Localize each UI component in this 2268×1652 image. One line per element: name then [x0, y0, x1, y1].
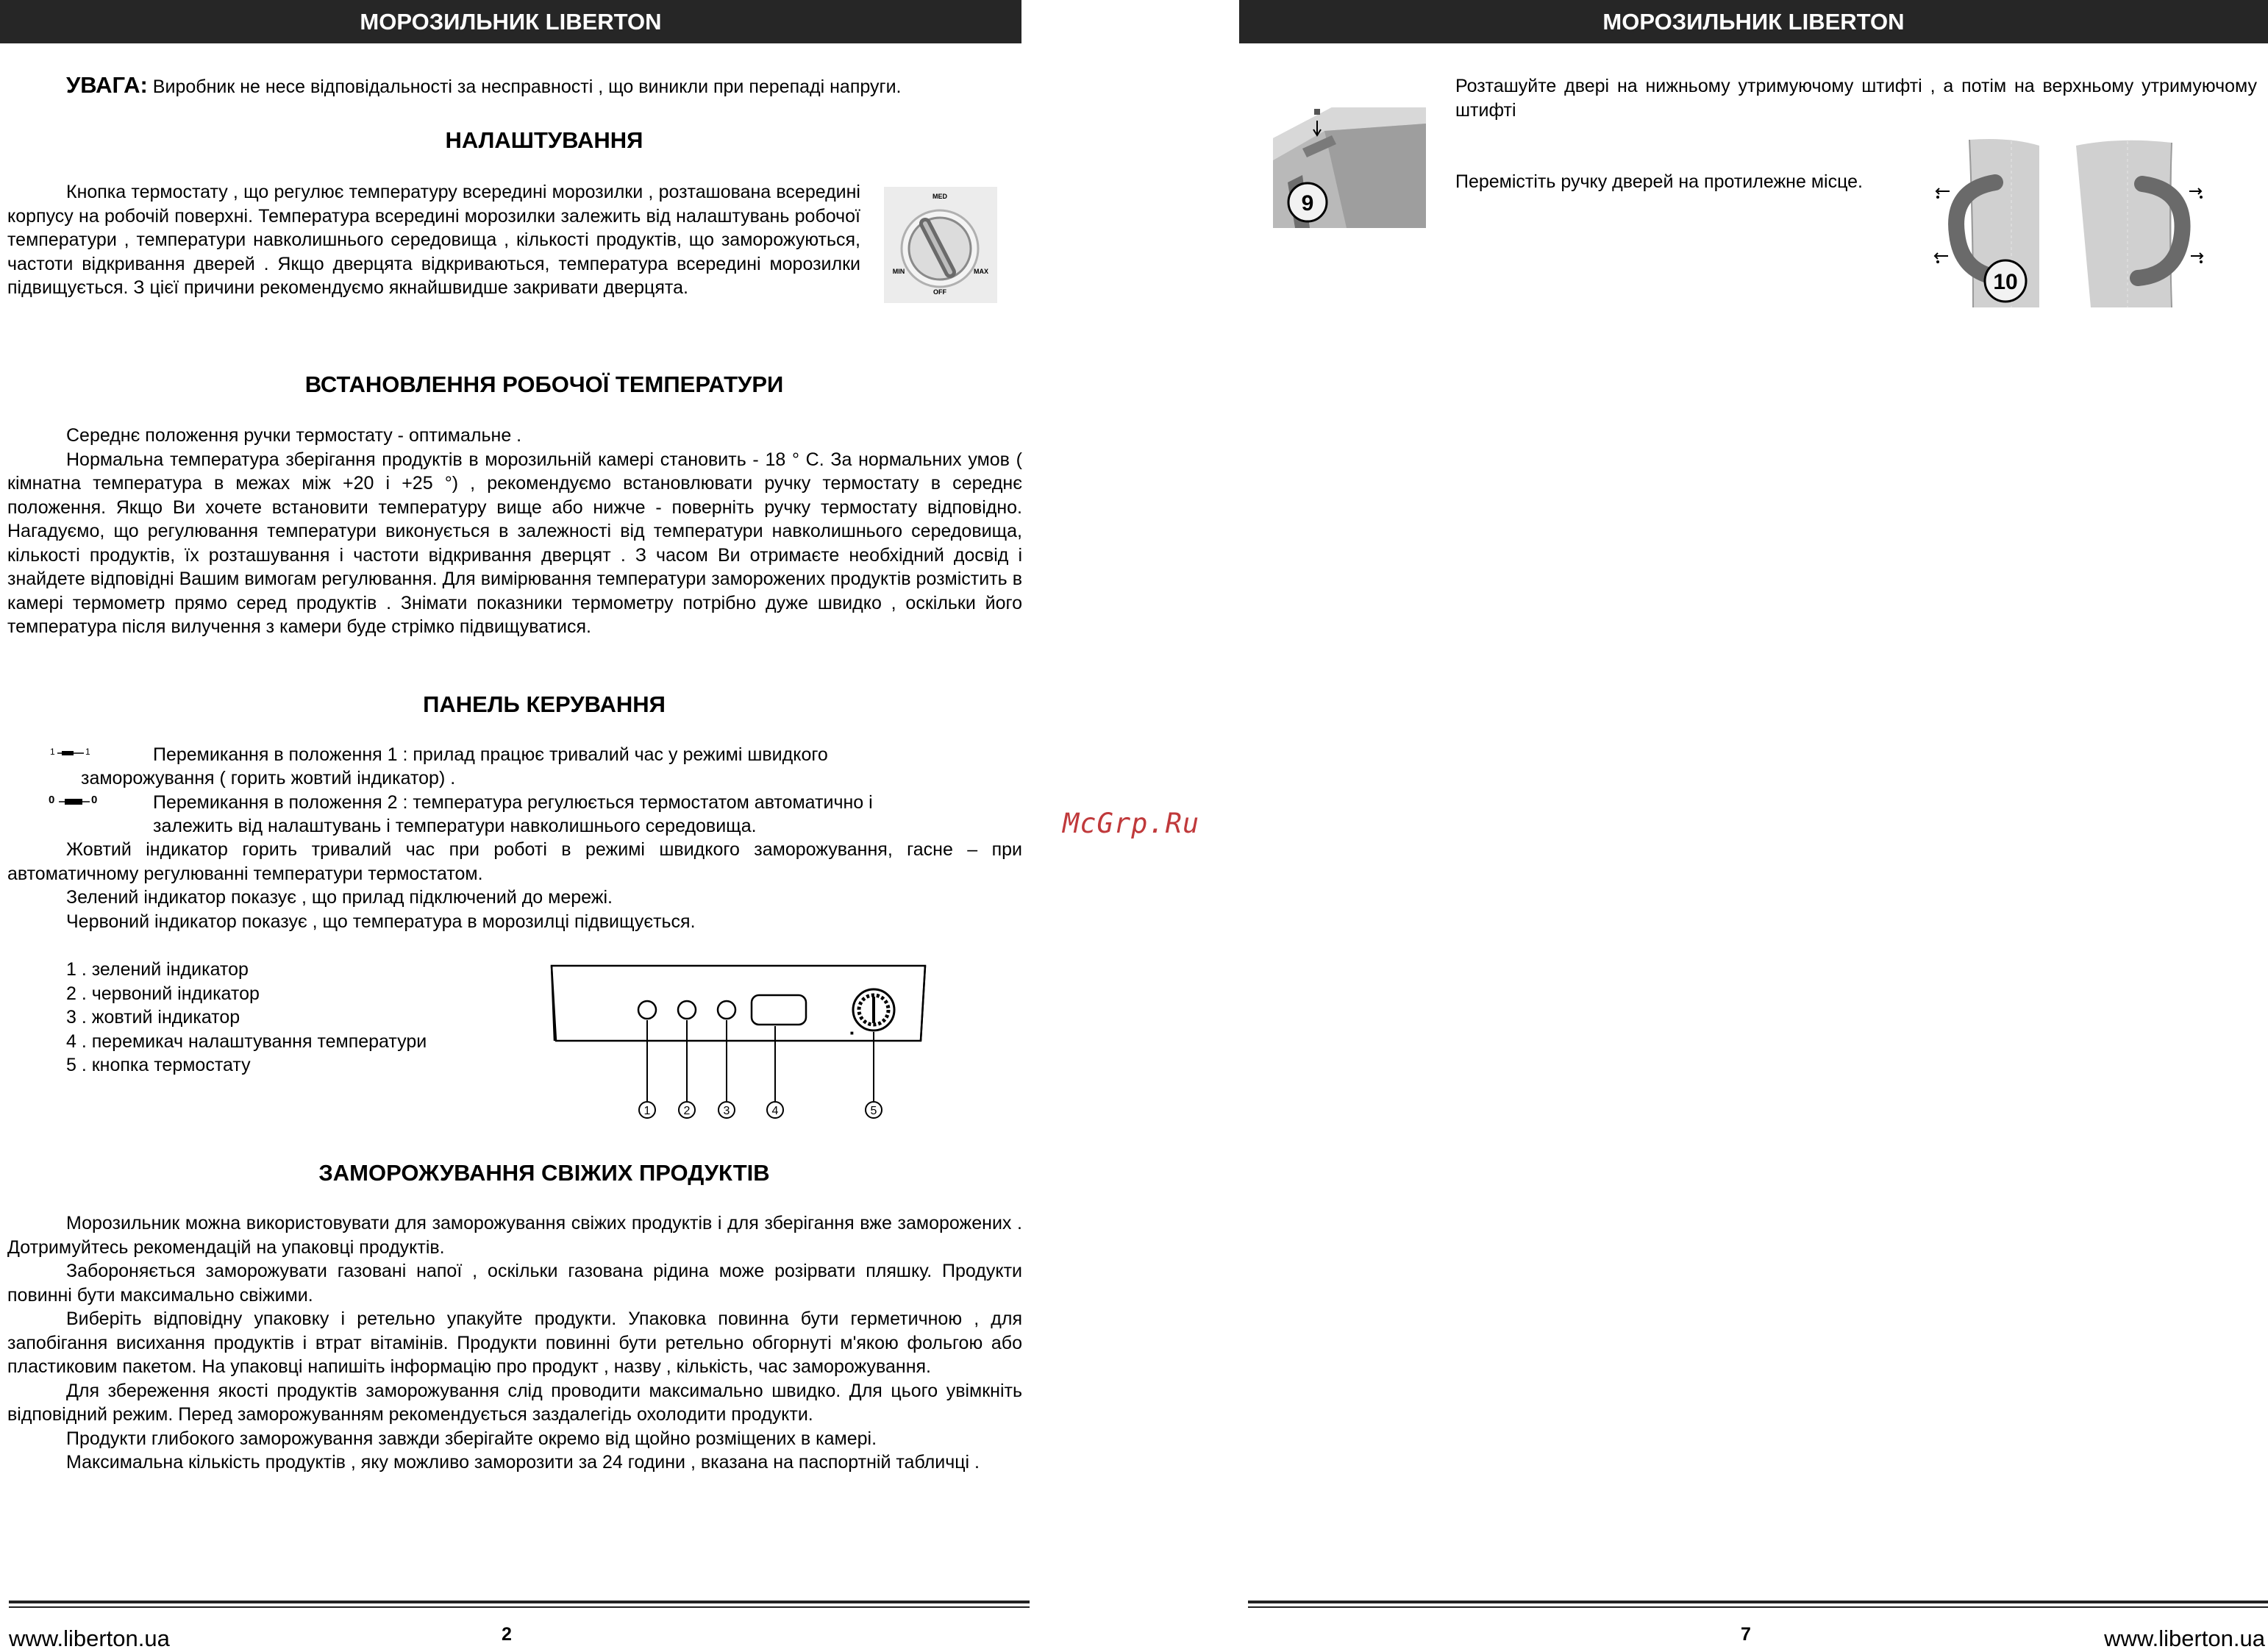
operating-temp-p1: Середнє положення ручки термостату - оптимальне .	[66, 425, 522, 446]
warning-label: УВАГА:	[66, 72, 148, 98]
switch1-line2: заморожування ( горить жовтий індикатор) .	[81, 768, 456, 788]
control-panel-title: ПАНЕЛЬ КЕРУВАННЯ	[423, 691, 666, 717]
green-indicator-text: Зелений індикатор показує , що прилад підключений до мережі.	[66, 887, 613, 908]
step-10-text: Перемістіть ручку дверей на протилежне місце.	[1455, 171, 1863, 192]
operating-temp-title: ВСТАНОВЛЕННЯ РОБОЧОЇ ТЕМПЕРАТУРИ	[304, 371, 784, 397]
dial-label-max: MAX	[974, 268, 988, 275]
legend-item: 2 . червоний індикатор	[66, 983, 260, 1004]
legend-item: 5 . кнопка термостату	[66, 1055, 251, 1075]
diagram-number: 2	[683, 1105, 691, 1117]
switch-position-2-icon	[49, 791, 107, 808]
panel-legend	[66, 958, 537, 1078]
step-9-text: Розташуйте двері на нижньому утримуючому штифті , а потім на верхньому утримуючому штифті	[1455, 76, 2257, 121]
page-header: МОРОЗИЛЬНИК LIBERTON	[1239, 0, 2268, 43]
right-page	[1239, 0, 2268, 1649]
footer-website: www.liberton.ua	[2104, 1626, 2265, 1651]
door-handle-image	[1929, 138, 2267, 307]
dial-label-min: MIN	[892, 268, 905, 275]
control-panel-diagram	[544, 960, 934, 1123]
switch-position-1-icon	[49, 744, 93, 761]
watermark: McGrp.Ru	[1063, 808, 1200, 839]
red-indicator-text: Червоний індикатор показує , що температура в морозилці підвищується.	[66, 911, 696, 932]
dial-label-med: MED	[932, 193, 947, 200]
footer-rule	[9, 1601, 1030, 1603]
freezing-p4: Для збереження якості продуктів заморожування слід проводити максимально швидко. Для цього увімкніть відповідний режим. Перед заморожуванням рекомендується заздалегідь охолодити продукти.	[7, 1380, 1022, 1425]
dial-mark: ■	[850, 1030, 854, 1036]
thermostat-dial-image	[884, 187, 997, 303]
legend-item: 4 . перемикач налаштування температури	[66, 1030, 427, 1052]
warning-note	[66, 74, 1022, 99]
operating-temp-p2: Нормальна температура зберігання продуктів в морозильній камері становить - 18 ° С. За нормальних умов ( кімнатна температура в межах між +20 і +25 °) , рекомендуємо встановлювати ручку термостату в середнє положення. Якщо Ви хочете встановити температуру вище або нижче - поверніть ручку термостату відповідно. Нагадуємо, що регулювання температури виконується в залежності від температури навколишнього середовища, кількості продуктів, їх розташування і частоти відкривання дверцят . З часом Ви отримаєте необхідний досвід і знайдете відповідні Вашим вимогам регулювання. Для вимірювання температури заморожених продуктів розмістить в камері термометр прямо серед продуктів . Знімати показники термометру потрібно дуже швидко , оскільки його температура після вилучення з камери буде стрімко підвищуватися.	[7, 449, 1022, 637]
diagram-number: 4	[771, 1105, 779, 1117]
footer-rule	[1248, 1601, 2268, 1603]
freezing-p6: Максимальна кількість продуктів , яку можливо заморозити за 24 години , вказана на паспортній табличці .	[66, 1452, 980, 1473]
page-header: МОРОЗИЛЬНИК LIBERTON	[0, 0, 1021, 43]
freezing-p1: Морозильник можна використовувати для заморожування свіжих продуктів і для зберігання вже заморожених . Дотримуйтесь рекомендацій на упаковці продуктів.	[7, 1213, 1022, 1258]
step-10-label: 10	[1993, 270, 2018, 294]
footer-rule-thin	[9, 1606, 1030, 1608]
setup-title: НАЛАШТУВАННЯ	[445, 127, 643, 153]
switch1-line1: Перемикання в положення 1 : прилад працює тривалий час у режимі швидкого	[153, 744, 828, 765]
freezing-p2: Забороняється заморожувати газовані напої , оскільки газована рідина може розірвати пляшку. Продукти повинні бути максимально свіжими.	[7, 1261, 1022, 1306]
freezing-p5: Продукти глибокого заморожування завжди зберігайте окремо від щойно розміщених в камері.	[66, 1428, 877, 1449]
diagram-number: 5	[870, 1105, 877, 1117]
footer-website: www.liberton.ua	[9, 1626, 170, 1651]
switch2-line2: залежить від налаштувань і температури навколишнього середовища.	[153, 816, 757, 836]
door-pin-image	[1273, 94, 1426, 228]
freezing-text	[7, 1211, 1022, 1475]
page-number: 7	[1741, 1624, 1751, 1645]
indicator-descriptions	[7, 838, 1022, 933]
switch2-icon-label-right: 0	[91, 794, 98, 806]
switch2-icon-label-left: 0	[49, 794, 55, 806]
freezing-p3: Виберіть відповідну упаковку і ретельно упакуйте продукти. Упаковка повинна бути герметичною , для запобігання висихання продуктів і втрат вітамінів. Продукти повинні бути ретельно обгорнуті м'якою фольгою або пластиковим пакетом. На упаковці напишіть інформацію про продукт , назву , кількість, час заморожування.	[7, 1309, 1022, 1377]
freezing-title: ЗАМОРОЖУВАННЯ СВІЖИХ ПРОДУКТІВ	[318, 1160, 770, 1186]
page-number: 2	[502, 1624, 512, 1645]
diagram-number: 3	[723, 1105, 730, 1117]
yellow-indicator-text: Жовтий індикатор горить тривалий час при роботі в режимі швидкого заморожування, гасне – при автоматичному регулюванні температури термостатом.	[7, 839, 1022, 884]
left-page	[0, 0, 1044, 1649]
dial-label-off: OFF	[933, 288, 946, 296]
legend-item: 1 . зелений індикатор	[66, 959, 249, 980]
warning-text: Виробник не несе відповідальності за несправності , що виникли при перепаді напруги.	[147, 76, 902, 97]
switch1-icon-label-left: 1	[50, 747, 55, 757]
switch1-icon-label-right: 1	[85, 747, 90, 757]
legend-item: 3 . жовтий індикатор	[66, 1007, 240, 1028]
switch2-line1: Перемикання в положення 2 : температура регулюється термостатом автоматично і	[153, 792, 873, 813]
setup-text: Кнопка термостату , що регулює температуру всередині морозилки , розташована всередині корпусу на робочій поверхні. Температура всередині морозилки залежить від налаштувань робочої температури , температури навколишнього середовища , кількості продуктів, що заморожуються, частоти відкривання дверей . Якщо дверцята відкриваються, температура всередині морозилки підвищується. З цієї причини рекомендуємо якнайшвидше закривати дверцята.	[7, 182, 860, 298]
footer-rule-thin	[1248, 1606, 2268, 1608]
diagram-number: 1	[643, 1105, 651, 1117]
operating-temp-text	[7, 424, 1022, 639]
step-9-label: 9	[1301, 191, 1314, 216]
